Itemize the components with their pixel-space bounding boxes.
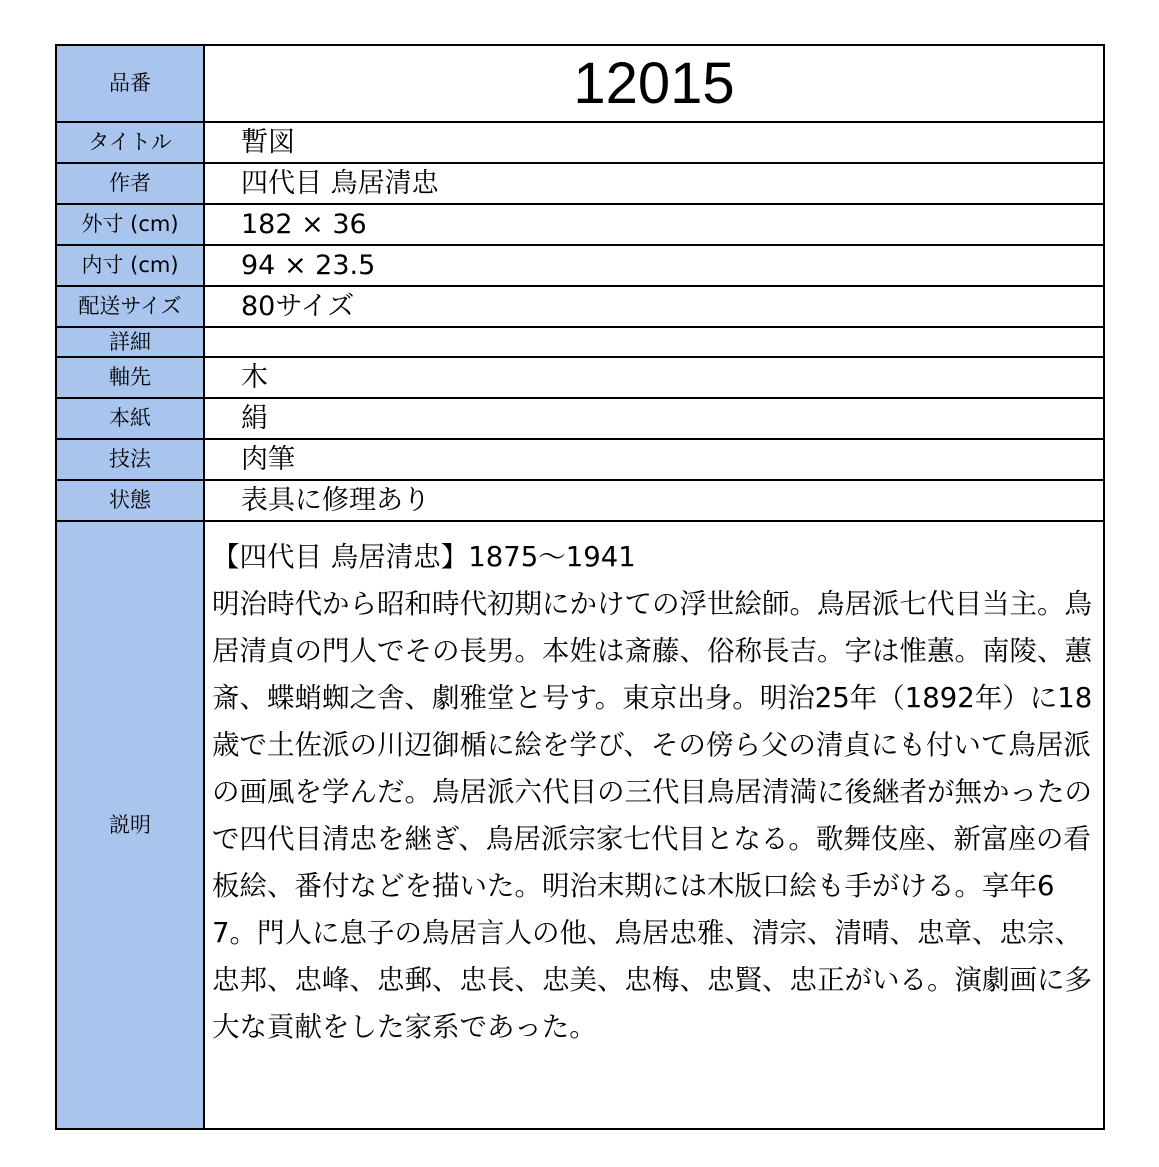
value-rod: 木: [204, 357, 1104, 398]
label-number: 品番: [56, 45, 204, 122]
label-rod: 軸先: [56, 357, 204, 398]
label-technique: 技法: [56, 439, 204, 480]
description-body: 明治時代から昭和時代初期にかけての浮世絵師。鳥居派七代目当主。鳥居清貞の門人でその長男。本姓は斎藤、俗称長吉。字は惟蕙。南陵、蕙斎、蝶蛸蜘之舎、劇雅堂と号す。東京出身。明治25年（1892年）に18歳で土佐派の川辺御楯に絵を学び、その傍ら父の清貞にも付いて鳥居派の画風を学んだ。鳥居派六代目の三代目鳥居清満に後継者が無かったので四代目清忠を継ぎ、鳥居派宗家七代目となる。歌舞伎座、新富座の看板絵、番付などを描いた。明治末期には木版口絵も手がける。享年67。門人に息子の鳥居言人の他、鳥居忠雅、清宗、清晴、忠章、忠宗、忠邦、忠峰、忠郵、忠長、忠美、忠梅、忠賢、忠正がいる。演劇画に多大な貢献をした家系であった。: [212, 588, 1093, 1043]
label-shipping-size: 配送サイズ: [56, 286, 204, 327]
value-shipping-size: 80サイズ: [204, 286, 1104, 327]
description-heading: 【四代目 鳥居清忠】1875〜1941: [212, 541, 636, 573]
value-outer-size: 182 × 36: [204, 204, 1104, 245]
row-paper: [56, 398, 1104, 439]
product-spec-table: [55, 44, 1105, 1130]
label-detail: 詳細: [56, 327, 204, 357]
value-detail: [204, 327, 1104, 357]
row-outer-size: [56, 204, 1104, 245]
row-inner-size: [56, 245, 1104, 286]
value-condition: 表具に修理あり: [204, 480, 1104, 521]
row-author: [56, 163, 1104, 204]
value-technique: 肉筆: [204, 439, 1104, 480]
value-title: 暫図: [204, 122, 1104, 163]
label-title: タイトル: [56, 122, 204, 163]
row-number: [56, 45, 1104, 122]
value-author: 四代目 鳥居清忠: [204, 163, 1104, 204]
row-description: [56, 521, 1104, 1129]
label-paper: 本紙: [56, 398, 204, 439]
value-number: 12015: [204, 45, 1104, 122]
row-condition: [56, 480, 1104, 521]
value-inner-size: 94 × 23.5: [204, 245, 1104, 286]
label-inner-size: 内寸 (cm): [56, 245, 204, 286]
row-technique: [56, 439, 1104, 480]
label-condition: 状態: [56, 480, 204, 521]
label-description: 説明: [56, 521, 204, 1129]
row-title: [56, 122, 1104, 163]
row-rod: [56, 357, 1104, 398]
row-detail: [56, 327, 1104, 357]
value-paper: 絹: [204, 398, 1104, 439]
label-outer-size: 外寸 (cm): [56, 204, 204, 245]
row-shipping-size: [56, 286, 1104, 327]
label-author: 作者: [56, 163, 204, 204]
value-description: [204, 521, 1104, 1129]
